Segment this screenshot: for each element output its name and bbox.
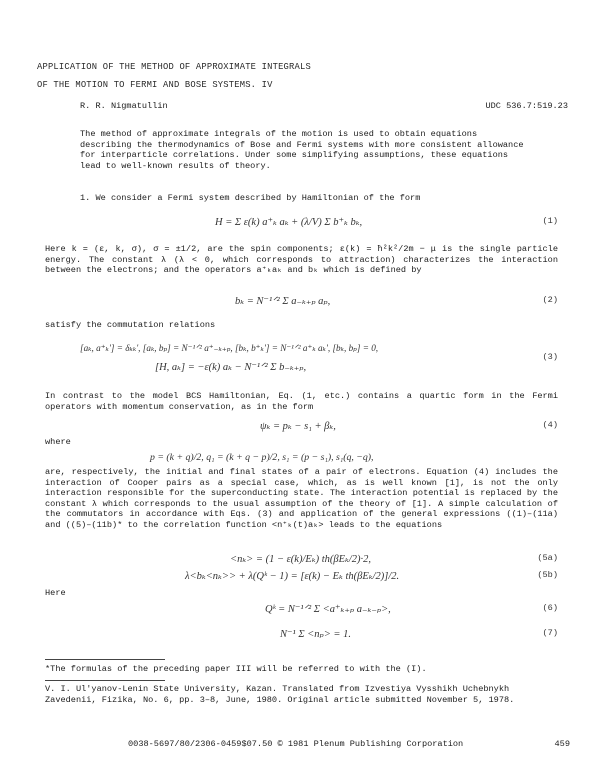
equation-2	[45, 295, 558, 311]
equation-4-expression: ψₖ = pₖ − s₁ + βₖ,	[260, 421, 336, 432]
equation-2-expression: bₖ = N⁻¹ᐟ² Σ a₋ₖ₊ₚ aₚ,	[235, 296, 331, 307]
affiliation-rule	[45, 680, 165, 681]
equation-6-number: (6)	[542, 603, 558, 613]
equation-4-number: (4)	[542, 420, 558, 430]
issn-line: 0038-5697/80/2306-0459$07.50 © 1981 Plenum Publishing Corporation	[128, 739, 464, 749]
abstract: The method of approximate integrals of the motion is used to obtain equations describing the thermodynamics of Bose and Fermi systems with more consistent allowance for interparticle correlations. Under some simplifying assumptions, these equations lead to well-known results of theory.	[80, 129, 524, 171]
equation-3a-expression: [aₖ, a⁺ₖ'] = δₖₖ', [aₖ, bₚ] = N⁻¹ᐟ² a⁺₋ₖ₊ₚ, [bₖ, b⁺ₖ'] = N⁻¹ᐟ² a⁺ₖ aₖ', [bₖ, bₚ] = 0,	[80, 343, 379, 353]
paper-title-line-1: APPLICATION OF THE METHOD OF APPROXIMATE INTEGRALS	[37, 62, 311, 72]
footnote-star: *The formulas of the preceding paper III will be referred to with the (I).	[45, 664, 427, 674]
equation-7-expression: N⁻¹ Σ <nₚ> = 1.	[280, 629, 352, 640]
paragraph-hamiltonian-terms: Here k = (ε, k, σ), σ = ±1/2, are the spin components; ε(k) = ħ²k²/2m − μ is the single particle energy. The constant λ (λ < 0, which corresponds to attraction) characterizes the interaction between the electrons; and the operators a⁺ₖaₖ and bₖ which is defined by	[45, 244, 558, 276]
author-name: R. R. Nigmatullin	[80, 101, 168, 111]
equation-5b-number: (5b)	[537, 570, 558, 580]
equation-2-number: (2)	[542, 295, 558, 305]
section-1-intro: 1. We consider a Fermi system described by Hamiltonian of the form	[80, 193, 421, 203]
page-number: 459	[554, 739, 570, 749]
paragraph-cooper-pairs: are, respectively, the initial and final states of a pair of electrons. Equation (4) includes the interaction of Cooper pairs as a special case, which, as is well known [1], is not the only interaction responsible for the superconducting state. The interaction potential is replaced by the constant λ which corresponds to the usual assumption of the theory of [1]. A simple calculation of the commutators in accordance with Eqs. (3) and application of the general expressions ((1)–(11a) and ((5)–(11b)* to the correlation function <n⁺ₖ(t)aₖ> leads to the equations	[45, 467, 558, 530]
equation-pair-states	[45, 452, 558, 468]
paragraph-bcs-contrast: In contrast to the model BCS Hamiltonian, Eq. (1, etc.) contains a quartic form in the Fermi operators with momentum conservation, as in the form	[45, 391, 558, 412]
equation-3-number: (3)	[542, 352, 558, 362]
udc-code: UDC 536.7:519.23	[485, 101, 568, 111]
equation-3-number-row	[45, 352, 558, 364]
paper-title-line-2: OF THE MOTION TO FERMI AND BOSE SYSTEMS. IV	[37, 80, 273, 90]
equation-5b	[45, 570, 558, 586]
equation-1	[45, 216, 558, 232]
equation-5a-number: (5a)	[537, 553, 558, 563]
equation-1-expression: H = Σ ε(k) a⁺ₖ aₖ + (λ/V) Σ b⁺ₖ bₖ,	[215, 217, 363, 228]
where-label: where	[45, 437, 71, 447]
equation-6-expression: Qᵏ = N⁻¹ᐟ² Σ <a⁺ₖ₊ₚ a₋ₖ₋ₚ>,	[265, 604, 391, 615]
equation-4	[45, 420, 558, 436]
here-label: Here	[45, 588, 66, 598]
equation-1-number: (1)	[542, 216, 558, 226]
equation-5a-expression: <nₖ> = (1 − ε(k)/Eₖ) th(βEₖ/2)·2,	[230, 554, 372, 565]
equation-5b-expression: λ<bₖ<nₖ>> + λ(Qᵏ − 1) = [ε(k) − Eₖ th(βEₖ/2)]/2.	[185, 571, 400, 582]
equation-pair-states-expression: p = (k + q)/2, q₁ = (k + q − p)/2, s₁ = (p − s₁), s₁(q, −q),	[150, 452, 374, 463]
equation-7	[45, 628, 558, 644]
paragraph-commutation-intro: satisfy the commutation relations	[45, 320, 216, 330]
equation-6	[45, 603, 558, 619]
equation-5a	[45, 553, 558, 569]
footnote-rule	[45, 659, 165, 660]
equation-7-number: (7)	[542, 628, 558, 638]
affiliation-note: V. I. Ul'yanov-Lenin State University, Kazan. Translated from Izvestiya Vysshikh Uchebnykh Zavedenii, Fizika, No. 6, pp. 3–8, June, 1980. Original article submitted November 5, 1978.	[45, 684, 515, 705]
equation-3b-expression: [H, aₖ] = −ε(k) aₖ − N⁻¹ᐟ² Σ b₋ₖ₊ₚ,	[155, 362, 307, 373]
